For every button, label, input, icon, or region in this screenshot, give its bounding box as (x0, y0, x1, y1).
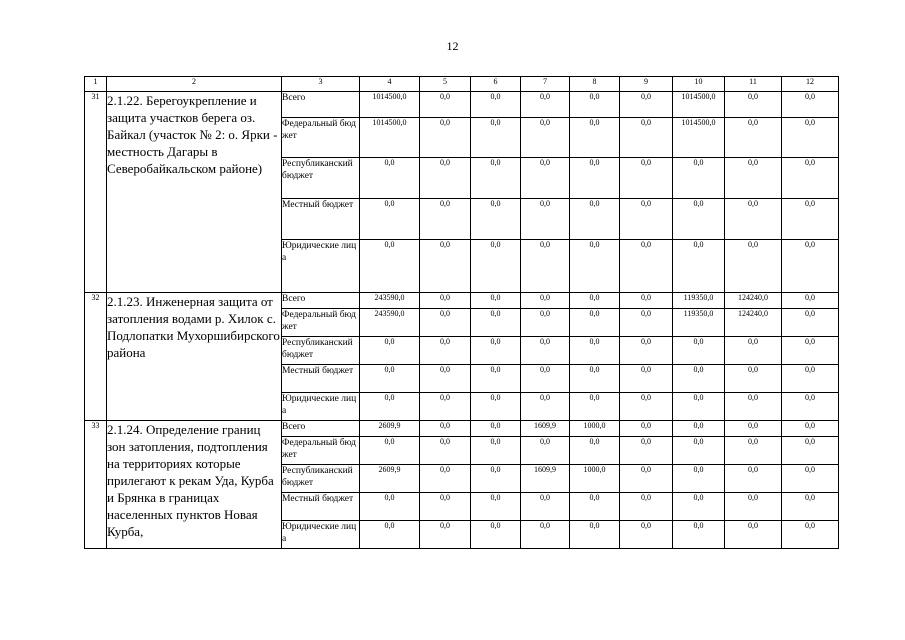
funding-value: 0,0 (420, 465, 471, 493)
funding-source: Местный бюджет (282, 365, 360, 393)
funding-value: 0,0 (420, 199, 471, 240)
funding-value: 0,0 (620, 199, 673, 240)
funding-value: 0,0 (673, 199, 725, 240)
funding-value: 0,0 (620, 521, 673, 549)
funding-value: 0,0 (620, 365, 673, 393)
funding-value: 0,0 (570, 240, 620, 293)
funding-value: 0,0 (620, 393, 673, 421)
funding-value: 0,0 (521, 365, 570, 393)
funding-value: 0,0 (620, 293, 673, 309)
funding-value: 119350,0 (673, 309, 725, 337)
funding-value: 0,0 (521, 393, 570, 421)
funding-value: 0,0 (570, 293, 620, 309)
column-number-9: 9 (620, 77, 673, 92)
funding-value: 0,0 (782, 465, 839, 493)
funding-value: 0,0 (360, 365, 420, 393)
funding-value: 0,0 (420, 118, 471, 158)
funding-value: 0,0 (420, 240, 471, 293)
row-number: 32 (85, 293, 107, 421)
funding-value: 0,0 (570, 437, 620, 465)
funding-value: 0,0 (725, 421, 782, 437)
funding-source: Республиканский бюджет (282, 465, 360, 493)
funding-value: 0,0 (782, 92, 839, 118)
funding-value: 1014500,0 (360, 118, 420, 158)
funding-source: Республиканский бюджет (282, 337, 360, 365)
funding-value: 0,0 (360, 437, 420, 465)
funding-value: 243590,0 (360, 309, 420, 337)
funding-source: Местный бюджет (282, 493, 360, 521)
funding-value: 0,0 (420, 158, 471, 199)
funding-value: 0,0 (725, 521, 782, 549)
funding-value: 0,0 (471, 199, 521, 240)
row-number: 33 (85, 421, 107, 549)
funding-value: 0,0 (570, 158, 620, 199)
funding-value: 0,0 (471, 421, 521, 437)
funding-value: 0,0 (570, 521, 620, 549)
funding-source: Всего (282, 421, 360, 437)
funding-value: 124240,0 (725, 309, 782, 337)
funding-value: 0,0 (521, 493, 570, 521)
column-number-1: 1 (85, 77, 107, 92)
funding-value: 0,0 (673, 393, 725, 421)
funding-value: 0,0 (673, 421, 725, 437)
measure-description: 2.1.23. Инженерная защита от затопления водами р. Хилок с. Подлопатки Мухоршибирского района (107, 293, 282, 421)
funding-value: 0,0 (673, 240, 725, 293)
funding-value: 0,0 (360, 493, 420, 521)
funding-value: 0,0 (725, 337, 782, 365)
column-number-6: 6 (471, 77, 521, 92)
funding-value: 0,0 (570, 393, 620, 421)
funding-value: 0,0 (570, 118, 620, 158)
funding-value: 0,0 (521, 158, 570, 199)
funding-value: 0,0 (782, 337, 839, 365)
funding-value: 0,0 (725, 437, 782, 465)
funding-value: 0,0 (673, 437, 725, 465)
funding-value: 0,0 (420, 393, 471, 421)
funding-value: 0,0 (521, 92, 570, 118)
funding-value: 243590,0 (360, 293, 420, 309)
funding-value: 1014500,0 (673, 92, 725, 118)
table-row (85, 421, 839, 437)
funding-value: 0,0 (782, 393, 839, 421)
funding-value: 0,0 (782, 240, 839, 293)
funding-value: 119350,0 (673, 293, 725, 309)
funding-value: 0,0 (673, 521, 725, 549)
funding-value: 0,0 (521, 337, 570, 365)
funding-value: 0,0 (471, 393, 521, 421)
funding-source: Федеральный бюджет (282, 309, 360, 337)
funding-value: 0,0 (782, 493, 839, 521)
funding-value: 0,0 (471, 293, 521, 309)
funding-value: 0,0 (782, 421, 839, 437)
funding-value: 0,0 (673, 493, 725, 521)
funding-value: 1609,9 (521, 421, 570, 437)
funding-value: 0,0 (782, 158, 839, 199)
funding-value: 0,0 (725, 118, 782, 158)
column-number-8: 8 (570, 77, 620, 92)
column-number-3: 3 (282, 77, 360, 92)
funding-value: 1014500,0 (360, 92, 420, 118)
funding-value: 0,0 (782, 437, 839, 465)
funding-value: 124240,0 (725, 293, 782, 309)
funding-value: 0,0 (673, 465, 725, 493)
funding-value: 0,0 (620, 240, 673, 293)
funding-value: 0,0 (360, 240, 420, 293)
funding-value: 0,0 (620, 309, 673, 337)
column-number-10: 10 (673, 77, 725, 92)
funding-value: 0,0 (360, 393, 420, 421)
funding-value: 0,0 (782, 199, 839, 240)
funding-value: 1014500,0 (673, 118, 725, 158)
funding-value: 0,0 (420, 337, 471, 365)
funding-value: 0,0 (725, 92, 782, 118)
funding-value: 0,0 (420, 309, 471, 337)
funding-source: Федеральный бюджет (282, 437, 360, 465)
funding-value: 0,0 (420, 493, 471, 521)
funding-value: 0,0 (620, 437, 673, 465)
funding-value: 0,0 (782, 309, 839, 337)
table-row (85, 92, 839, 118)
measure-description: 2.1.24. Определение границ зон затопления, подтопления на территориях которые прилегают к рекам Уда, Курба и Брянка в границах населенных пунктов Новая Курба, (107, 421, 282, 549)
measure-description: 2.1.22. Берегоукрепление и защита участков берега оз. Байкал (участок № 2: о. Ярки - местность Дагары в Северобайкальском районе) (107, 92, 282, 293)
funding-value: 0,0 (782, 118, 839, 158)
column-number-11: 11 (725, 77, 782, 92)
funding-value: 0,0 (620, 158, 673, 199)
funding-value: 0,0 (420, 293, 471, 309)
row-number: 31 (85, 92, 107, 293)
table-row (85, 293, 839, 309)
funding-value: 2609,9 (360, 465, 420, 493)
column-number-4: 4 (360, 77, 420, 92)
funding-value: 0,0 (420, 421, 471, 437)
funding-value: 0,0 (570, 309, 620, 337)
funding-source: Всего (282, 293, 360, 309)
funding-value: 0,0 (471, 337, 521, 365)
funding-value: 0,0 (673, 158, 725, 199)
funding-value: 0,0 (521, 293, 570, 309)
funding-value: 0,0 (570, 493, 620, 521)
funding-source: Местный бюджет (282, 199, 360, 240)
funding-value: 0,0 (782, 521, 839, 549)
funding-value: 0,0 (673, 337, 725, 365)
funding-value: 0,0 (521, 118, 570, 158)
funding-value: 0,0 (420, 521, 471, 549)
funding-value: 0,0 (620, 118, 673, 158)
funding-value: 0,0 (570, 92, 620, 118)
funding-value: 2609,9 (360, 421, 420, 437)
column-number-5: 5 (420, 77, 471, 92)
page-number: 12 (446, 39, 459, 53)
funding-value: 0,0 (471, 158, 521, 199)
column-number-2: 2 (107, 77, 282, 92)
funding-value: 0,0 (725, 465, 782, 493)
funding-value: 0,0 (782, 293, 839, 309)
funding-value: 0,0 (673, 365, 725, 393)
funding-value: 0,0 (570, 199, 620, 240)
funding-value: 1000,0 (570, 421, 620, 437)
funding-value: 0,0 (620, 421, 673, 437)
funding-value: 0,0 (782, 365, 839, 393)
funding-value: 0,0 (725, 493, 782, 521)
funding-value: 0,0 (620, 92, 673, 118)
funding-value: 0,0 (521, 199, 570, 240)
funding-value: 0,0 (360, 199, 420, 240)
funding-value: 0,0 (420, 92, 471, 118)
funding-value: 0,0 (620, 493, 673, 521)
budget-table (84, 76, 839, 549)
funding-value: 0,0 (725, 240, 782, 293)
funding-source: Республиканский бюджет (282, 158, 360, 199)
funding-value: 0,0 (521, 309, 570, 337)
funding-value: 0,0 (471, 465, 521, 493)
funding-source: Юридические лица (282, 393, 360, 421)
funding-value: 0,0 (725, 199, 782, 240)
funding-value: 0,0 (471, 92, 521, 118)
funding-value: 0,0 (471, 493, 521, 521)
funding-value: 0,0 (471, 365, 521, 393)
column-number-row (85, 77, 839, 92)
funding-value: 0,0 (360, 521, 420, 549)
funding-value: 0,0 (521, 437, 570, 465)
funding-value: 0,0 (471, 521, 521, 549)
funding-value: 0,0 (725, 158, 782, 199)
funding-value: 0,0 (360, 337, 420, 365)
funding-value: 0,0 (725, 365, 782, 393)
funding-value: 0,0 (471, 437, 521, 465)
funding-source: Всего (282, 92, 360, 118)
funding-value: 0,0 (360, 158, 420, 199)
funding-value: 0,0 (521, 240, 570, 293)
funding-value: 0,0 (521, 521, 570, 549)
funding-value: 0,0 (620, 337, 673, 365)
funding-value: 0,0 (620, 465, 673, 493)
funding-source: Юридические лица (282, 240, 360, 293)
funding-value: 0,0 (471, 240, 521, 293)
funding-source: Федеральный бюджет (282, 118, 360, 158)
column-number-12: 12 (782, 77, 839, 92)
funding-value: 0,0 (420, 365, 471, 393)
funding-value: 0,0 (570, 365, 620, 393)
funding-value: 1609,9 (521, 465, 570, 493)
funding-value: 0,0 (725, 393, 782, 421)
funding-value: 0,0 (420, 437, 471, 465)
column-number-7: 7 (521, 77, 570, 92)
funding-value: 0,0 (471, 309, 521, 337)
funding-value: 0,0 (570, 337, 620, 365)
funding-value: 1000,0 (570, 465, 620, 493)
funding-value: 0,0 (471, 118, 521, 158)
funding-source: Юридические лица (282, 521, 360, 549)
